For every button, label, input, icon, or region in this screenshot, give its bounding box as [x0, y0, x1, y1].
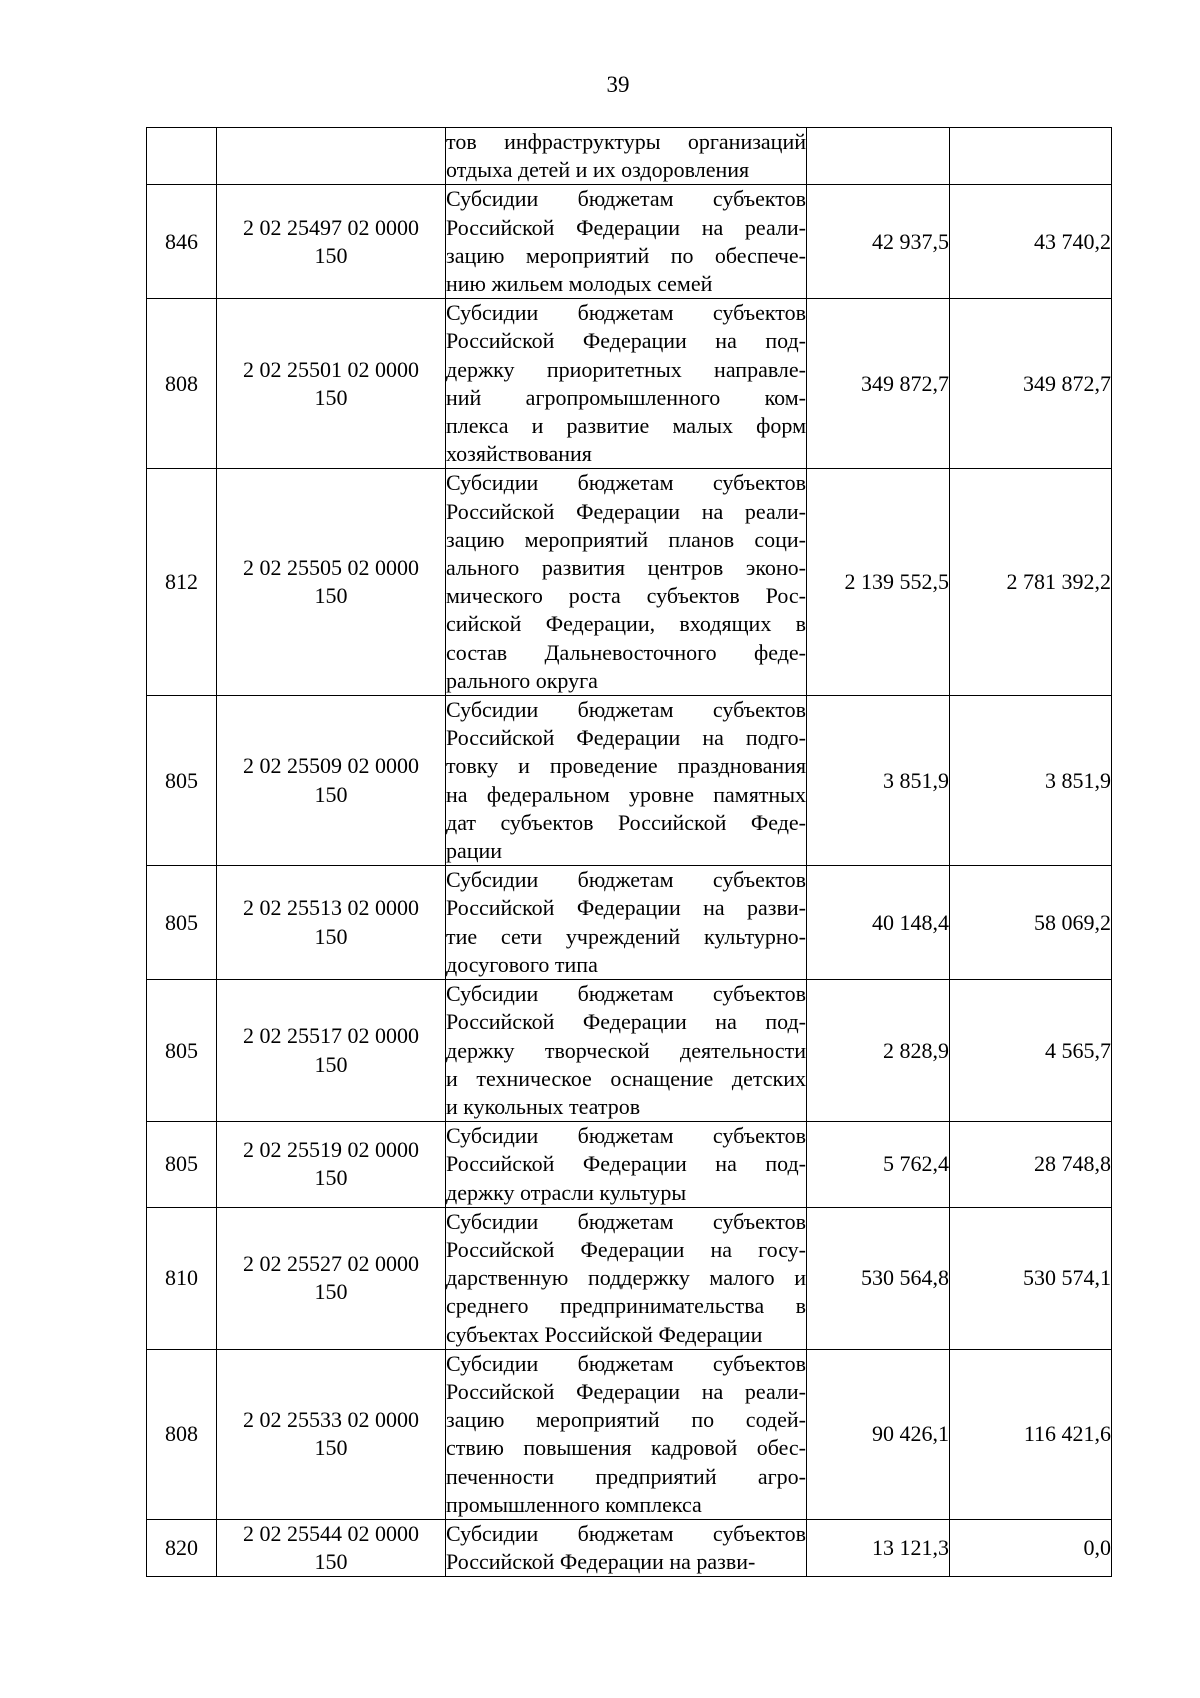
admin-code-cell: 846: [147, 185, 217, 299]
amount-cell-1: 42 937,5: [807, 185, 950, 299]
budget-code-cell: [217, 128, 446, 185]
description-line: тов инфраструктуры организаций: [446, 129, 806, 154]
amount-cell-1: 40 148,4: [807, 866, 950, 980]
table-row: [147, 299, 1112, 469]
admin-code-cell: 820: [147, 1519, 217, 1576]
budget-code-cell: 2 02 25519 02 0000 150: [217, 1122, 446, 1208]
description-line: сийской Федерации, входящих в: [446, 611, 806, 637]
description-line: товку и проведение празднования: [446, 753, 806, 779]
description-line: ального развития центров эконо-: [446, 555, 806, 581]
admin-code-cell: 808: [147, 1349, 217, 1519]
amount-cell-2: [950, 128, 1112, 185]
description-cell: [446, 128, 807, 185]
description-cell: [446, 185, 807, 299]
table-row: [147, 1349, 1112, 1519]
description-line: печенности предприятий агро-: [446, 1463, 806, 1489]
description-line: держку творческой деятельности: [446, 1037, 806, 1063]
amount-cell-2: 116 421,6: [950, 1349, 1112, 1519]
description-line: рального округа: [446, 667, 598, 693]
amount-cell-1: [807, 128, 950, 185]
description-line: досугового типа: [446, 951, 598, 977]
description-line: тие сети учреждений культурно-: [446, 923, 806, 949]
page-number: 39: [606, 72, 630, 97]
description-cell: [446, 1207, 807, 1349]
description-line: Российской Федерации на госу-: [446, 1236, 806, 1262]
budget-code-cell: 2 02 25527 02 0000 150: [217, 1207, 446, 1349]
amount-cell-2: 43 740,2: [950, 185, 1112, 299]
description-line: мического роста субъектов Рос-: [446, 583, 806, 609]
amount-cell-2: 2 781 392,2: [950, 469, 1112, 696]
description-line: Субсидии бюджетам субъектов: [446, 186, 806, 212]
amount-cell-1: 13 121,3: [807, 1519, 950, 1576]
description-line: Субсидии бюджетам субъектов: [446, 867, 806, 893]
budget-code-cell: 2 02 25517 02 0000 150: [217, 980, 446, 1122]
description-cell: [446, 1349, 807, 1519]
description-line: Российской Федерации на подго-: [446, 725, 806, 751]
admin-code-cell: [147, 128, 217, 185]
table-row: [147, 1122, 1112, 1208]
description-line: отдыха детей и их оздоровления: [446, 157, 750, 183]
budget-code-cell: 2 02 25544 02 0000 150: [217, 1519, 446, 1576]
amount-cell-2: 4 565,7: [950, 980, 1112, 1122]
description-line: Субсидии бюджетам субъектов: [446, 1123, 806, 1149]
description-line: состав Дальневосточного феде-: [446, 639, 806, 665]
admin-code-cell: 810: [147, 1207, 217, 1349]
description-line: Российской Федерации на реали-: [446, 1378, 806, 1404]
description-line: Российской Федерации на под-: [446, 328, 806, 354]
amount-cell-2: 349 872,7: [950, 299, 1112, 469]
description-line: держку отрасли культуры: [446, 1179, 687, 1205]
admin-code-cell: 812: [147, 469, 217, 696]
description-line: Субсидии бюджетам субъектов: [446, 300, 806, 326]
budget-code-cell: 2 02 25513 02 0000 150: [217, 866, 446, 980]
description-line: ний агропромышленного ком-: [446, 384, 806, 410]
description-line: Российской Федерации на реали-: [446, 498, 806, 524]
description-line: рации: [446, 838, 503, 864]
description-cell: [446, 866, 807, 980]
description-line: и техническое оснащение детских: [446, 1065, 806, 1091]
amount-cell-1: 530 564,8: [807, 1207, 950, 1349]
description-line: Субсидии бюджетам субъектов: [446, 697, 806, 723]
amount-cell-1: 349 872,7: [807, 299, 950, 469]
description-line: хозяйствования: [446, 441, 592, 467]
description-cell: [446, 696, 807, 866]
budget-code-cell: 2 02 25501 02 0000 150: [217, 299, 446, 469]
admin-code-cell: 805: [147, 696, 217, 866]
description-cell: [446, 1519, 807, 1576]
budget-code-cell: 2 02 25505 02 0000 150: [217, 469, 446, 696]
description-line: Российской Федерации на под-: [446, 1009, 806, 1035]
description-line: зацию мероприятий по обеспече-: [446, 242, 806, 268]
amount-cell-1: 5 762,4: [807, 1122, 950, 1208]
table-row: [147, 469, 1112, 696]
admin-code-cell: 805: [147, 866, 217, 980]
table-row: [147, 696, 1112, 866]
amount-cell-1: 2 139 552,5: [807, 469, 950, 696]
description-line: нию жильем молодых семей: [446, 271, 713, 297]
amount-cell-2: 530 574,1: [950, 1207, 1112, 1349]
description-line: Субсидии бюджетам субъектов: [446, 1208, 806, 1234]
description-line: на федеральном уровне памятных: [446, 781, 806, 807]
description-line: Субсидии бюджетам субъектов: [446, 1350, 806, 1376]
description-line: дат субъектов Российской Феде-: [446, 809, 806, 835]
description-line: Российской Федерации на разви-: [446, 1549, 756, 1575]
amount-cell-2: 28 748,8: [950, 1122, 1112, 1208]
description-line: зацию мероприятий планов соци-: [446, 526, 806, 552]
table-row: [147, 185, 1112, 299]
amount-cell-2: 58 069,2: [950, 866, 1112, 980]
description-line: держку приоритетных направле-: [446, 356, 806, 382]
description-line: Субсидии бюджетам субъектов: [446, 1520, 806, 1546]
description-line: Субсидии бюджетам субъектов: [446, 981, 806, 1007]
description-line: ствию повышения кадровой обес-: [446, 1435, 806, 1461]
description-line: промышленного комплекса: [446, 1491, 702, 1517]
description-line: дарственную поддержку малого и: [446, 1265, 806, 1291]
table-row: [147, 980, 1112, 1122]
budget-code-cell: 2 02 25497 02 0000 150: [217, 185, 446, 299]
budget-table: [146, 127, 1112, 1577]
description-line: и кукольных театров: [446, 1093, 641, 1119]
description-cell: [446, 980, 807, 1122]
description-line: зацию мероприятий по содей-: [446, 1407, 806, 1433]
description-line: Российской Федерации на реали-: [446, 214, 806, 240]
table-row: [147, 866, 1112, 980]
description-cell: [446, 1122, 807, 1208]
table-row: [147, 128, 1112, 185]
description-line: Субсидии бюджетам субъектов: [446, 470, 806, 496]
table-row: [147, 1519, 1112, 1576]
description-line: Российской Федерации на разви-: [446, 895, 806, 921]
description-line: Российской Федерации на под-: [446, 1151, 806, 1177]
description-cell: [446, 299, 807, 469]
description-line: плекса и развитие малых форм: [446, 413, 806, 439]
amount-cell-1: 90 426,1: [807, 1349, 950, 1519]
admin-code-cell: 808: [147, 299, 217, 469]
budget-code-cell: 2 02 25533 02 0000 150: [217, 1349, 446, 1519]
amount-cell-1: 2 828,9: [807, 980, 950, 1122]
amount-cell-2: 3 851,9: [950, 696, 1112, 866]
amount-cell-1: 3 851,9: [807, 696, 950, 866]
budget-code-cell: 2 02 25509 02 0000 150: [217, 696, 446, 866]
admin-code-cell: 805: [147, 1122, 217, 1208]
admin-code-cell: 805: [147, 980, 217, 1122]
table-row: [147, 1207, 1112, 1349]
description-cell: [446, 469, 807, 696]
amount-cell-2: 0,0: [950, 1519, 1112, 1576]
description-line: субъектах Российской Федерации: [446, 1321, 763, 1347]
description-line: среднего предпринимательства в: [446, 1293, 806, 1319]
